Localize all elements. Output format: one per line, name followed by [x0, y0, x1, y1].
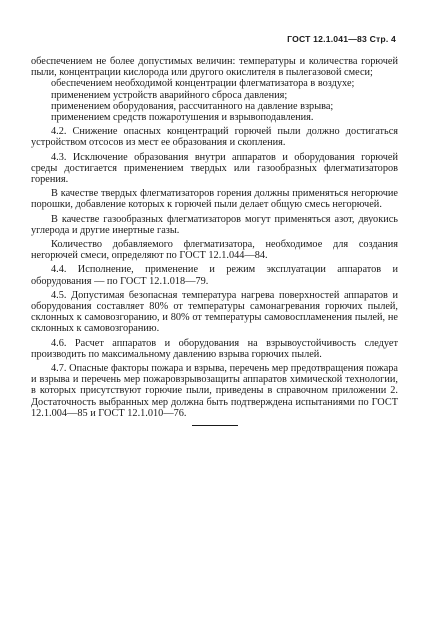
paragraph-14: 4.7. Опасные факторы пожара и взрыва, перечень мер предотвращения пожара и взрыва и перечень мер пожаровзрывозащиты аппаратов химической технологии, в которых присутствуют горючие пыли, приведены в справочном приложении 2. Достаточность выбранных мер должна быть подтверждена испытаниями по ГОСТ 12.1.004—85 и ГОСТ 12.1.010—76. — [31, 363, 398, 419]
paragraph-4: применением оборудования, рассчитанного на давление взрыва; — [51, 100, 334, 112]
paragraph-5: применением средств пожаротушения и взрывоподавления. — [51, 112, 314, 124]
paragraph-1: обеспечением не более допустимых величин: температуры и количества горючей пыли, концентрации кислорода или другого окислителя в пылегазовой смеси; — [31, 56, 398, 79]
paragraph-3: применением устройств аварийного сброса давления; — [51, 89, 288, 101]
document-body — [31, 56, 398, 426]
paragraph-2: обеспечением необходимой концентрации флегматизатора в воздухе; — [51, 78, 355, 90]
paragraph-10: Количество добавляемого флегматизатора, необходимое для создания негорючей смеси, определяют по ГОСТ 12.1.044—84. — [31, 239, 398, 262]
paragraph-8: В качестве твердых флегматизаторов горения должны применяться негорючие порошки, добавление которых к горючей пыли делает общую смесь негорючей. — [31, 188, 398, 211]
page-header: ГОСТ 12.1.041—83 Стр. 4 — [287, 34, 396, 44]
paragraph-11: 4.4. Исполнение, применение и режим эксплуатации аппаратов и оборудования — по ГОСТ 12.1.018—79. — [31, 264, 398, 287]
end-rule — [192, 425, 238, 426]
paragraph-13: 4.6. Расчет аппаратов и оборудования на взрывоустойчивость следует производить по максимальному давлению взрыва горючих пылей. — [31, 337, 398, 360]
paragraph-6: 4.2. Снижение опасных концентраций горючей пыли должно достигаться устройством отсосов из мест ее образования и скопления. — [31, 126, 398, 149]
paragraph-7: 4.3. Исключение образования внутри аппаратов и оборудования горючей среды достигается применением твердых или газообразных флегматизаторов горения. — [31, 151, 398, 186]
paragraph-9: В качестве газообразных флегматизаторов могут применяться азот, двуокись углерода и другие инертные газы. — [31, 213, 398, 236]
paragraph-12: 4.5. Допустимая безопасная температура нагрева поверхностей аппаратов и оборудования составляет 80% от температуры самонагревания горючих пылей, склонных к самовозгоранию, и 80% от температуры самовоспламенения пылей, не склонных к самовозгоранию. — [31, 289, 398, 335]
